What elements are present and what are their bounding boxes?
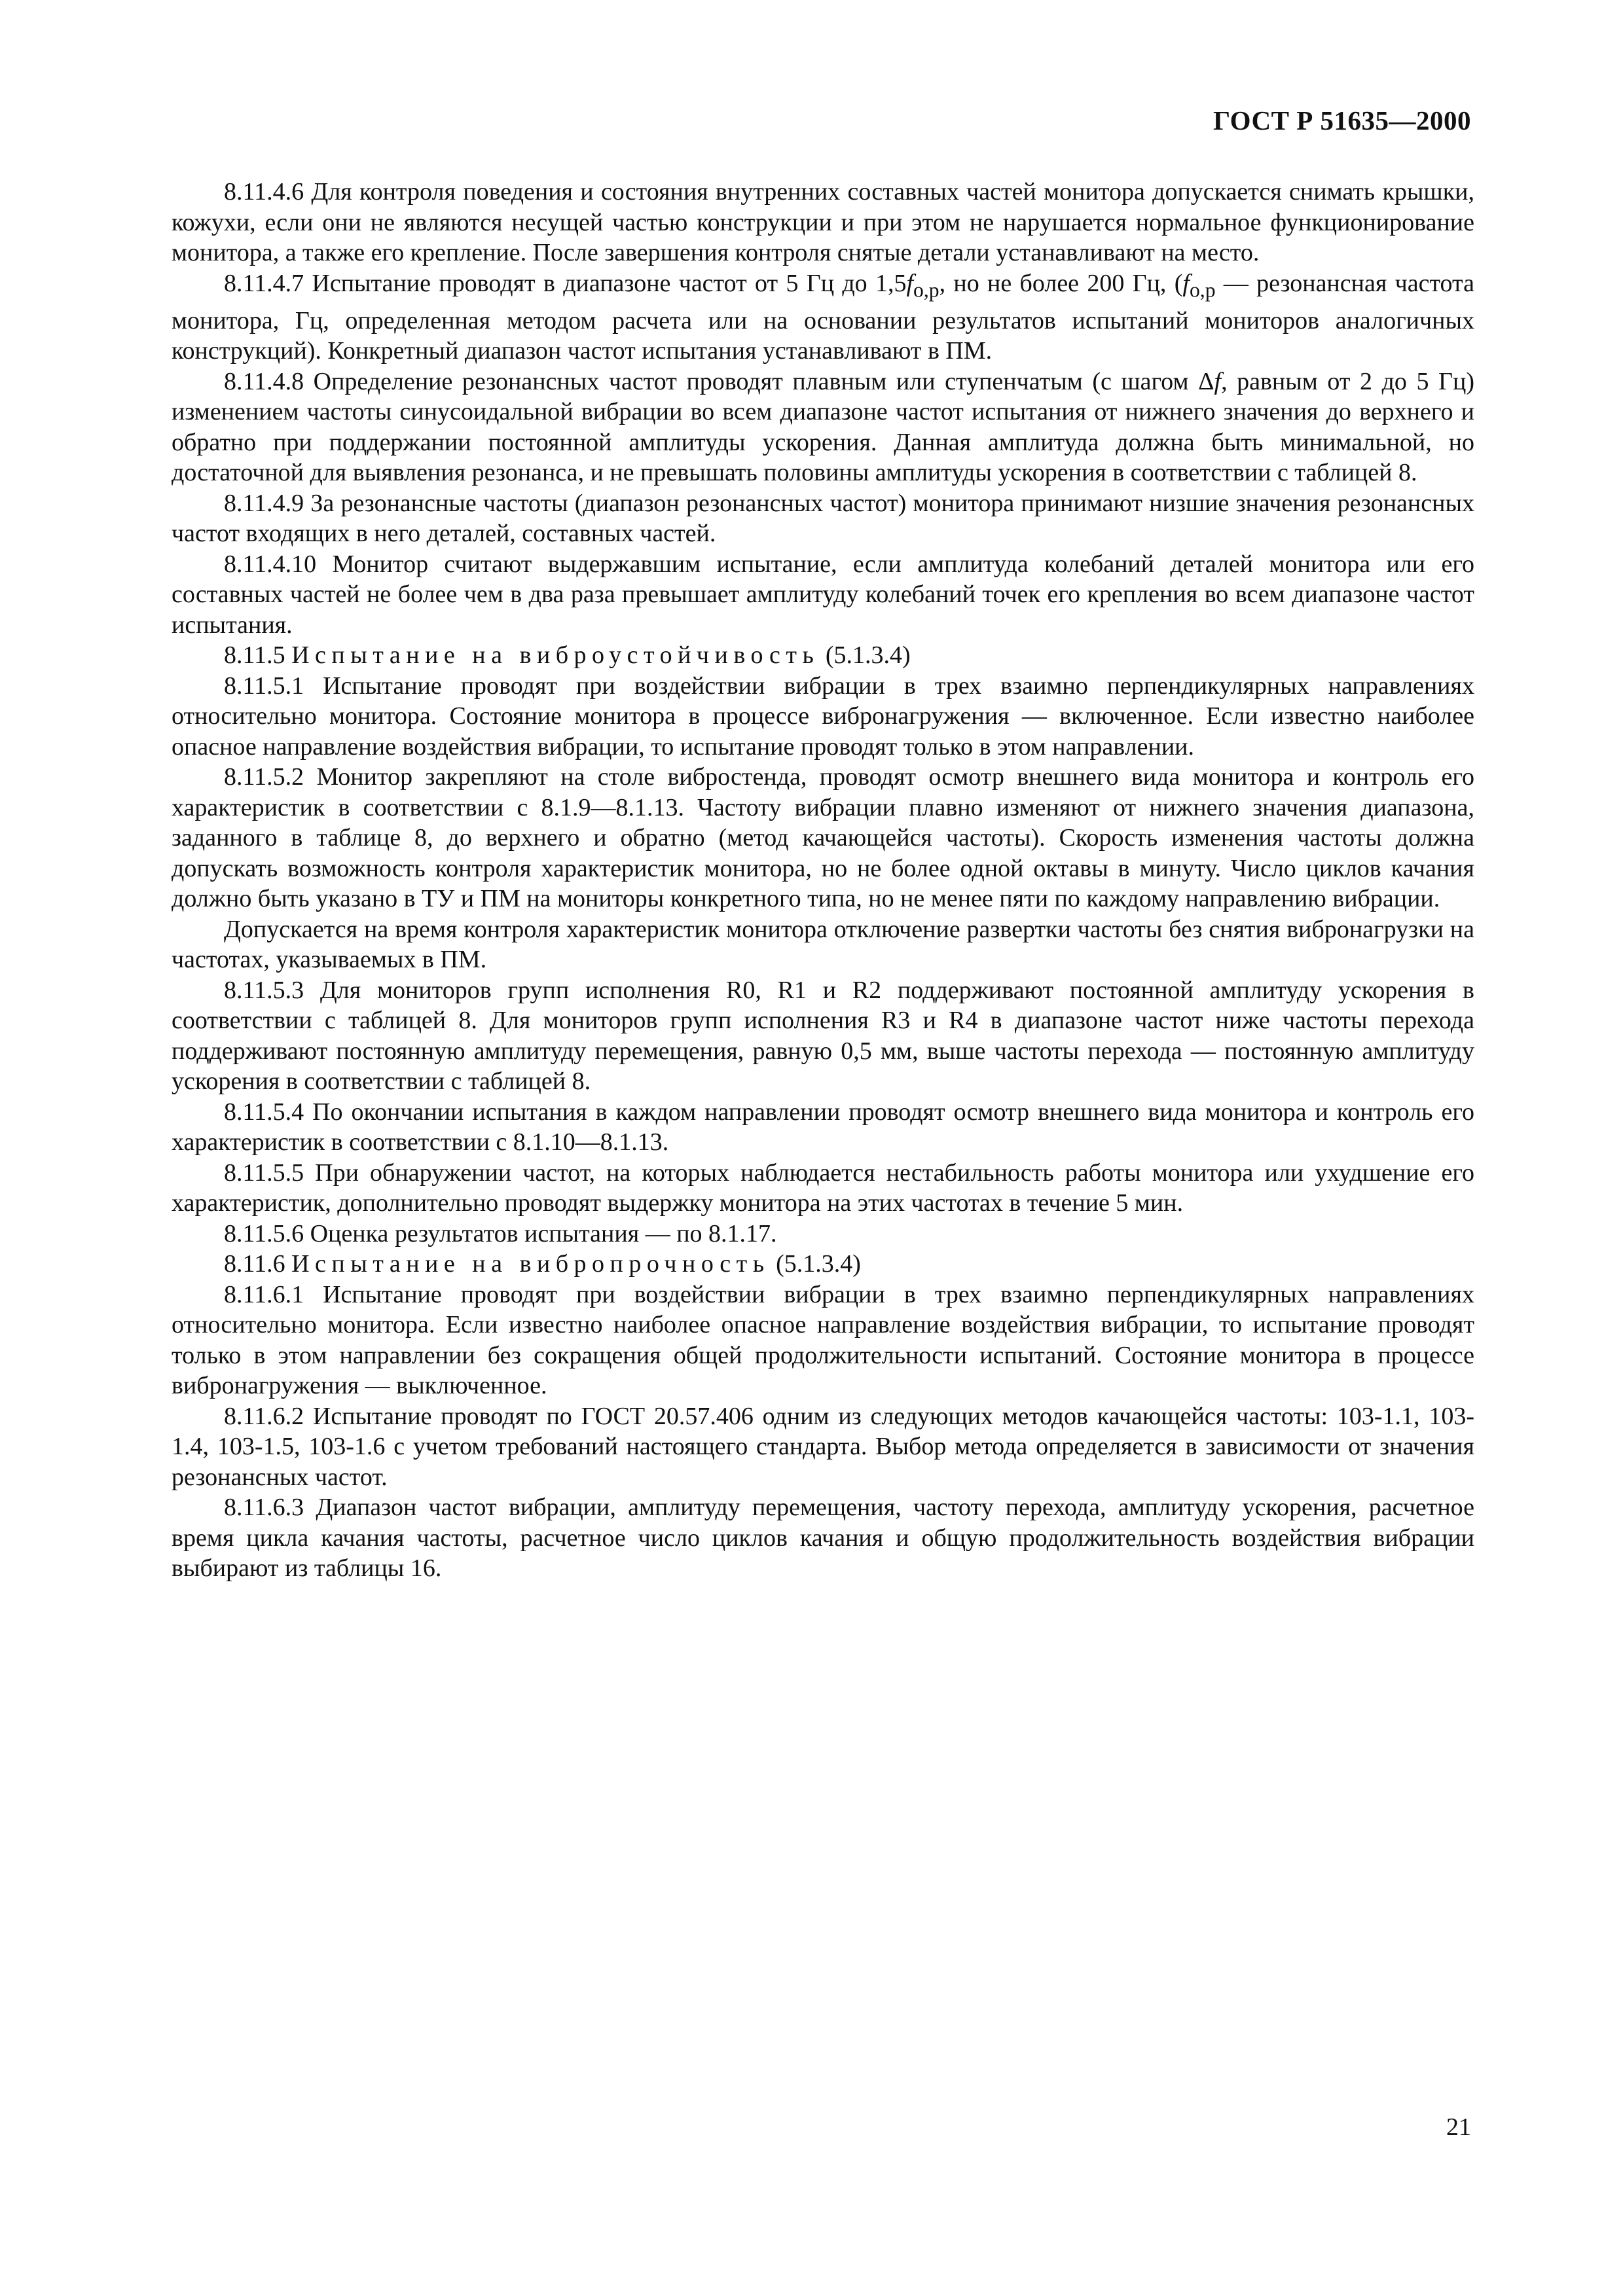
paragraph-8-11-6-1: 8.11.6.1 Испытание проводят при воздействии вибрации в трех взаимно перпендикулярных направлениях относительно монитора. Если известно наиболее опасное направление воздействия вибрации, то испытание проводят только в этом направлении без сокращения общей продолжительности испытаний. Состояние монитора в процессе вибронагружения — выключенное. [172,1280,1474,1400]
section-title: Испытание на виброустойчивость [291,641,820,670]
paragraph-8-11-4-8 [172,367,1474,488]
paragraph-8-11-4-6: 8.11.4.6 Для контроля поведения и состояния внутренних составных частей монитора допускается снимать крышки, кожухи, если они не являются несущей частью конструкции и при этом не нарушается нормальное функционирование монитора, а также его крепление. После завершения контроля снятые детали устанавливают на место. [172,178,1474,266]
paragraph-text: , но не более 200 Гц, ( [939,269,1183,297]
paragraph-text: , равным от 2 до 5 Гц) изменением частоты синусоидальной вибрации во всем диапазоне частот испытания от нижнего значения до верхнего и обратно при поддержании постоянной амплитуды ускорения. Данная амплитуда должна быть минимальной, но достаточной для выявления резонанса, и не превышать половины амплитуды ускорения в соответствии с таблицей 8. [172,367,1474,487]
paragraph-text: 8.11.4.8 Определение резонансных частот проводят плавным или ступенчатым (с шагом [224,367,1199,395]
section-heading-8-11-5 [172,640,1474,671]
paragraph-text: 8.11.4.7 Испытание проводят в диапазоне частот от 5 Гц до 1,5 [224,269,907,297]
frequency-symbol: f [1182,269,1190,297]
paragraph-8-11-4-9: 8.11.4.9 За резонансные частоты (диапазон резонансных частот) монитора принимают низшие значения резонансных частот входящих в него деталей, составных частей. [172,489,1474,548]
paragraph-8-11-5-6: 8.11.5.6 Оценка результатов испытания — по 8.1.17. [224,1219,777,1247]
paragraph-8-11-5-3: 8.11.5.3 Для мониторов групп исполнения R0, R1 и R2 поддерживают постоянной амплитуду ускорения в соответствии с таблицей 8. Для мониторов групп исполнения R3 и R4 в диапазоне частот ниже частоты перехода поддерживают постоянную амплитуду перемещения, равную 0,5 мм, выше частоты перехода — постоянную амплитуду ускорения в соответствии с таблицей 8. [172,976,1474,1096]
section-number: 8.11.5 [224,641,285,670]
paragraph-8-11-5-1: 8.11.5.1 Испытание проводят при воздействии вибрации в трех взаимно перпендикулярных направлениях относительно монитора. Состояние монитора в процессе вибронагружения — включенное. Если известно наиболее опасное направление воздействия вибрации, то испытание проводят только в этом направлении. [172,672,1474,761]
paragraph-8-11-6-3: 8.11.6.3 Диапазон частот вибрации, амплитуду перемещения, частоту перехода, амплитуду ускорения, расчетное время цикла качания частоты, расчетное число циклов качания и общую продолжительность воздействия вибрации выбирают из таблицы 16. [172,1494,1474,1583]
frequency-subscript: o,p [1189,278,1216,302]
document-body [172,177,1474,1584]
paragraph-8-11-5-2: 8.11.5.2 Монитор закрепляют на столе вибростенда, проводят осмотр внешнего вида монитора и контроль его характеристик в соответствии с 8.1.9—8.1.13. Частоту вибрации плавно изменяют от нижнего значения диапазона, заданного в таблице 8, до верхнего и обратно (метод качающейся частоты). Скорость изменения частоты должна допускать возможность контроля характеристик монитора, но не более одной октавы в минуту. Число циклов качания должно быть указано в ТУ и ПМ на мониторы конкретного типа, но не менее пяти по каждому направлению вибрации. [172,763,1474,913]
standard-id-header: ГОСТ Р 51635—2000 [1213,105,1471,135]
frequency-symbol: f [906,269,914,297]
frequency-symbol: f [1214,367,1222,395]
section-title: Испытание на вибропрочность [291,1250,770,1278]
section-number: 8.11.6 [224,1250,285,1278]
paragraph-8-11-5-4: 8.11.5.4 По окончании испытания в каждом направлении проводят осмотр внешнего вида монитора и контроль его характеристик в соответствии с 8.1.10—8.1.13. [172,1098,1474,1157]
paragraph-8-11-4-7 [172,268,1474,367]
section-reference: (5.1.3.4) [776,1250,861,1278]
section-reference: (5.1.3.4) [825,641,911,670]
paragraph-text: — резонансная частота монитора, Гц, определенная методом расчета или на основании результатов испытаний мониторов аналогичных конструкций). Конкретный диапазон частот испытания устанавливают в ПМ. [172,269,1474,365]
page-number: 21 [1446,2113,1471,2141]
paragraph-8-11-5-5: 8.11.5.5 При обнаружении частот, на которых наблюдается нестабильность работы монитора или ухудшение его характеристик, дополнительно проводят выдержку монитора на этих частотах в течение 5 мин. [172,1158,1474,1217]
paragraph-8-11-6-2: 8.11.6.2 Испытание проводят по ГОСТ 20.57.406 одним из следующих методов качающейся частоты: 103-1.1, 103-1.4, 103-1.5, 103-1.6 с учетом требований настоящего стандарта. Выбор метода определяется в зависимости от значения резонансных частот. [172,1402,1474,1491]
paragraph-8-11-4-10: 8.11.4.10 Монитор считают выдержавшим испытание, если амплитуда колебаний деталей монитора или его составных частей не более чем в два раза превышает амплитуду колебаний точек его крепления во всем диапазоне частот испытания. [172,550,1474,639]
paragraph-8-11-5-2-note: Допускается на время контроля характеристик монитора отключение развертки частоты без снятия вибронагрузки на частотах, указываемых в ПМ. [172,915,1474,974]
delta-symbol: Δ [1198,367,1214,395]
section-heading-8-11-6 [172,1249,1474,1280]
frequency-subscript: o,p [913,278,939,302]
